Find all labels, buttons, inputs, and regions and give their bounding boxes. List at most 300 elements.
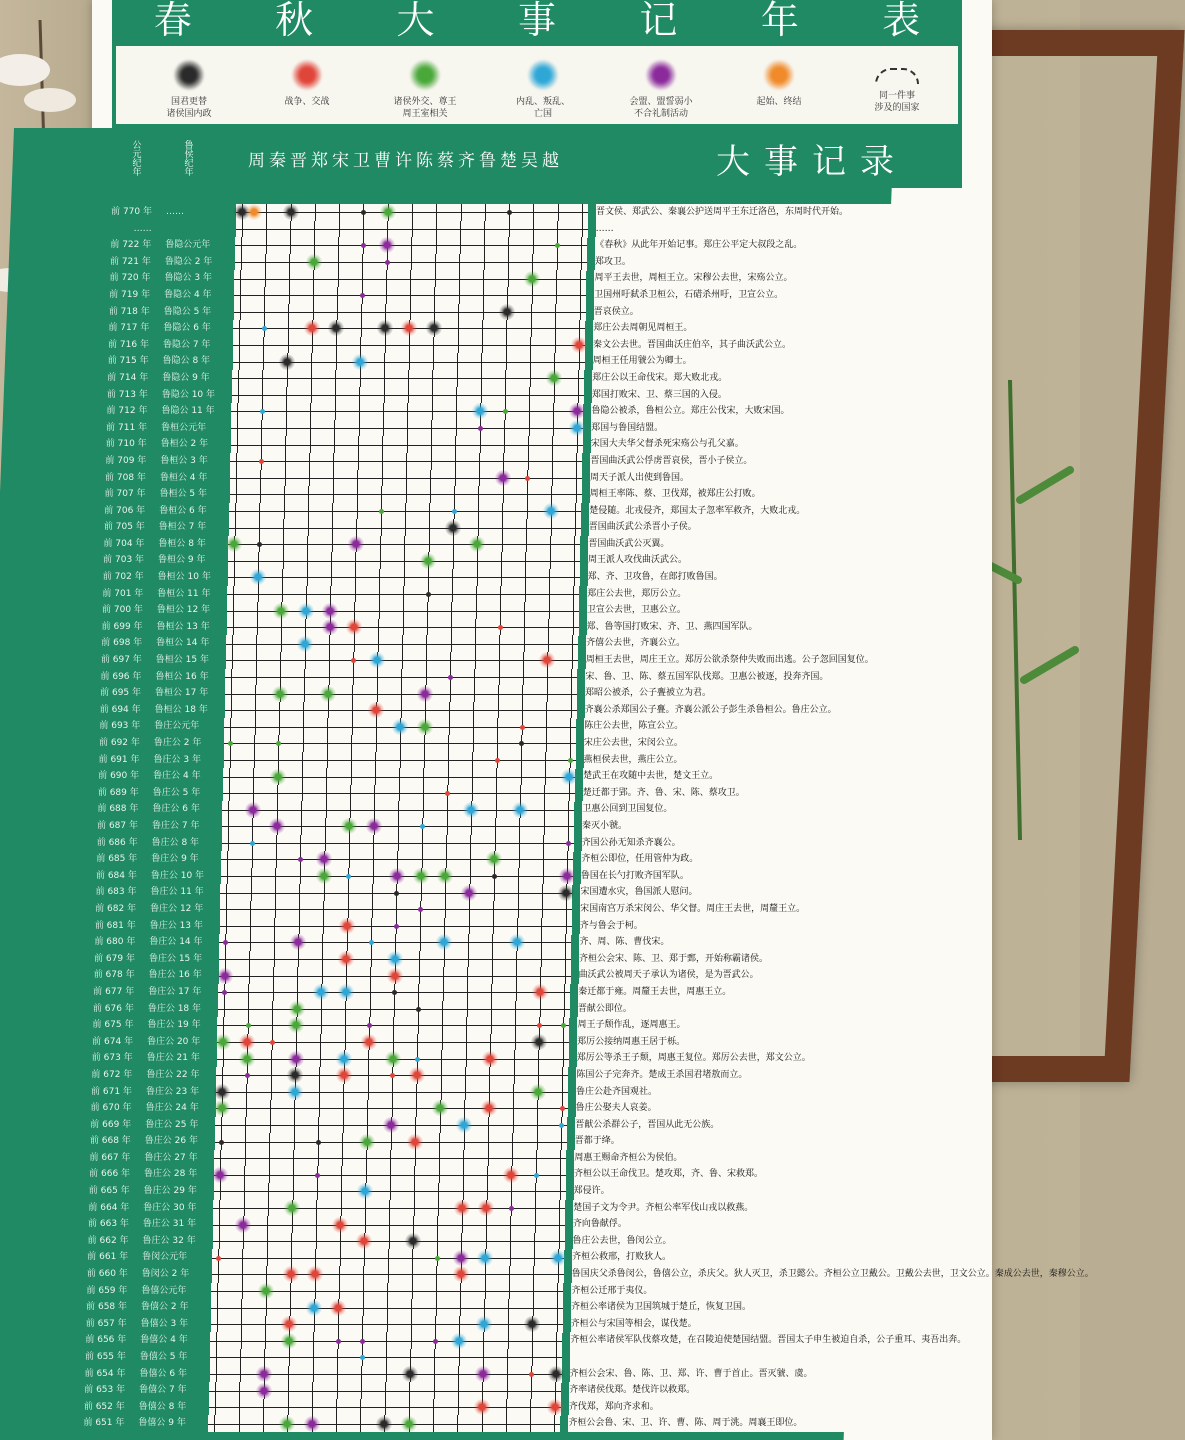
- state-grid-row: [225, 669, 577, 686]
- grid-vline: [445, 901, 446, 918]
- year-cell: 前 665 年: [88, 1186, 130, 1197]
- grid-vline: [385, 304, 386, 321]
- grid-vline: [507, 1366, 508, 1383]
- year-cell: 前 667 年: [89, 1152, 131, 1163]
- grid-vline: [283, 536, 284, 553]
- grid-vline: [577, 436, 578, 453]
- state-header: 曹: [374, 150, 391, 171]
- grid-vline: [493, 918, 494, 935]
- grid-vline: [549, 569, 550, 586]
- grid-vline: [250, 901, 251, 918]
- grid-vline: [497, 718, 498, 735]
- legend-label: 国君更替 诸侯国内政: [166, 97, 212, 119]
- grid-vline: [518, 868, 519, 885]
- year-cell: 前 712 年: [106, 406, 148, 417]
- grid-vline: [382, 453, 383, 470]
- table-row: [0, 569, 1080, 585]
- grid-vline: [557, 221, 558, 238]
- grid-vline: [519, 851, 520, 868]
- grid-vline: [308, 486, 309, 503]
- state-grid-row: [227, 619, 579, 636]
- grid-vline: [525, 552, 526, 569]
- grid-vline: [467, 984, 468, 1001]
- event-dot: [297, 636, 313, 652]
- event-dot: [539, 652, 555, 668]
- grid-vline: [576, 453, 577, 470]
- grid-vline: [357, 486, 358, 503]
- grid-vline: [377, 685, 378, 702]
- grid-vline: [305, 652, 306, 669]
- grid-vline: [411, 1332, 412, 1349]
- event-dot: [413, 868, 429, 884]
- grid-vline: [530, 353, 531, 370]
- related-state-dot: [257, 542, 262, 547]
- grid-vline: [405, 519, 406, 536]
- year-cell: 前 693 年: [99, 721, 141, 732]
- grid-vline: [535, 1200, 536, 1217]
- grid-vline: [544, 801, 545, 818]
- grid-vline: [581, 237, 582, 254]
- grid-vline: [251, 868, 252, 885]
- grid-vline: [223, 1017, 224, 1034]
- record-cell: 楚迁都于郢。齐、鲁、宋、陈、蔡攻卫。: [583, 785, 975, 802]
- grid-vline: [313, 287, 314, 304]
- grid-vline: [562, 1084, 563, 1101]
- related-state-dot: [452, 509, 457, 514]
- grid-vline: [556, 287, 557, 304]
- grid-vline: [541, 951, 542, 968]
- state-grid-row: [216, 1067, 568, 1084]
- grid-vline: [244, 1183, 245, 1200]
- grid-vline: [528, 453, 529, 470]
- grid-vline: [280, 669, 281, 686]
- event-dot: [559, 868, 575, 884]
- lu-year-cell: 鲁庄公 15 年: [148, 953, 203, 964]
- grid-vline: [390, 1150, 391, 1167]
- grid-vline: [471, 818, 472, 835]
- table-row: [0, 1382, 1080, 1398]
- year-cell: 前 656 年: [85, 1335, 127, 1346]
- grid-vline: [423, 785, 424, 802]
- grid-vline: [380, 536, 381, 553]
- grid-vline: [487, 1166, 488, 1183]
- event-dot: [336, 1051, 352, 1067]
- grid-vline: [373, 835, 374, 852]
- grid-vline: [272, 1017, 273, 1034]
- grid-vline: [519, 835, 520, 852]
- record-cell: 陈庄公去世，陈宣公立。: [584, 718, 975, 735]
- grid-vline: [414, 1183, 415, 1200]
- table-row: [0, 669, 1080, 685]
- grid-vline: [404, 552, 405, 569]
- related-state-dot: [379, 509, 384, 514]
- event-dot: [530, 1084, 546, 1100]
- grid-vline: [235, 519, 236, 536]
- grid-vline: [409, 337, 410, 354]
- grid-vline: [444, 918, 445, 935]
- grid-vline: [507, 1349, 508, 1366]
- event-dot: [389, 868, 405, 884]
- grid-vline: [518, 884, 519, 901]
- grid-vline: [345, 1001, 346, 1018]
- table-row: [0, 1299, 1080, 1315]
- grid-vline: [300, 835, 301, 852]
- lu-year-cell: 鲁僖公元年: [141, 1285, 187, 1296]
- grid-vline: [551, 486, 552, 503]
- grid-vline: [334, 436, 335, 453]
- event-dot: [420, 553, 436, 569]
- grid-vline: [289, 1349, 290, 1366]
- grid-vline: [309, 453, 310, 470]
- record-cell: 齐桓公率诸侯军队伐蔡攻楚，在召陵迫使楚国结盟。晋国太子申生被迫自杀，公子重耳、夷吾出奔。: [570, 1332, 975, 1349]
- grid-vline: [232, 635, 233, 652]
- grid-vline: [386, 270, 387, 287]
- grid-vline: [237, 436, 238, 453]
- related-state-dot: [392, 990, 397, 995]
- year-cell: 前 699 年: [101, 621, 143, 632]
- grid-vline: [264, 304, 265, 321]
- year-cell: 前 696 年: [100, 671, 142, 682]
- grid-vline: [555, 304, 556, 321]
- lu-year-cell: 鲁隐公 8 年: [162, 356, 211, 367]
- grid-vline: [230, 752, 231, 769]
- grid-vline: [567, 851, 568, 868]
- grid-vline: [275, 868, 276, 885]
- table-row: [0, 270, 1080, 286]
- table-row: [0, 718, 1080, 734]
- grid-vline: [438, 1200, 439, 1217]
- lu-year-cell: 鲁桓公 12 年: [156, 605, 211, 616]
- grid-vline: [571, 669, 572, 686]
- lu-year-cell: 鲁桓公 6 年: [159, 505, 207, 516]
- record-cell: [570, 1349, 975, 1366]
- grid-vline: [231, 669, 232, 686]
- grid-vline: [294, 1100, 295, 1117]
- grid-vline: [349, 835, 350, 852]
- lu-year-cell: 鲁庄公 9 年: [151, 854, 199, 865]
- grid-vline: [334, 420, 335, 437]
- grid-vline: [357, 470, 358, 487]
- grid-vline: [271, 1067, 272, 1084]
- grid-vline: [534, 1249, 535, 1266]
- lu-year-cell: 鲁庄公 4 年: [153, 771, 201, 782]
- grid-vline: [306, 586, 307, 603]
- grid-vline: [511, 1183, 512, 1200]
- grid-vline: [271, 1084, 272, 1101]
- table-row: [0, 304, 1080, 320]
- table-row: [0, 453, 1080, 469]
- grid-vline: [337, 1382, 338, 1399]
- record-cell: 宋国大夫华父督杀死宋殇公与孔父嘉。: [591, 436, 975, 453]
- grid-vline: [282, 586, 283, 603]
- state-grid-row: [217, 1050, 569, 1067]
- grid-vline: [310, 420, 311, 437]
- state-grid-row: [221, 868, 573, 885]
- state-grid-row: [213, 1216, 565, 1233]
- grid-vline: [313, 1349, 314, 1366]
- grid-vline: [529, 403, 530, 420]
- year-cell: 前 672 年: [91, 1069, 133, 1080]
- grid-vline: [450, 652, 451, 669]
- table-row: [0, 951, 1080, 967]
- year-cell: 前 682 年: [95, 903, 137, 914]
- table-row: [0, 387, 1080, 403]
- grid-vline: [319, 1084, 320, 1101]
- grid-vline: [555, 1382, 556, 1399]
- grid-vline: [382, 436, 383, 453]
- table-row: [0, 1249, 1080, 1265]
- grid-vline: [523, 652, 524, 669]
- grid-vline: [278, 752, 279, 769]
- grid-vline: [508, 254, 509, 271]
- grid-vline: [387, 1283, 388, 1300]
- grid-vline: [475, 635, 476, 652]
- grid-vline: [461, 1233, 462, 1250]
- grid-vline: [293, 1166, 294, 1183]
- table-row: [0, 1233, 1080, 1249]
- table-row: [0, 287, 1080, 303]
- grid-vline: [263, 1415, 264, 1432]
- grid-vline: [401, 685, 402, 702]
- year-cell: 前 673 年: [91, 1053, 133, 1064]
- lu-year-cell: 鲁桓公 7 年: [158, 522, 207, 533]
- event-dot: [288, 1017, 304, 1033]
- grid-vline: [401, 702, 402, 719]
- record-cell: 秦迁都于雍。周釐王去世，周惠王立。: [578, 984, 975, 1001]
- grid-vline: [533, 1299, 534, 1316]
- grid-vline: [403, 602, 404, 619]
- grid-vline: [242, 1266, 243, 1283]
- grid-vline: [339, 204, 340, 221]
- table-row: [0, 1017, 1080, 1033]
- grid-vline: [275, 884, 276, 901]
- grid-vline: [374, 785, 375, 802]
- event-dot: [361, 1034, 377, 1050]
- year-cell: 前 655 年: [84, 1352, 126, 1363]
- grid-vline: [459, 270, 460, 287]
- year-cell: 前 717 年: [108, 323, 150, 334]
- event-dot: [401, 320, 417, 336]
- table-row: [0, 1100, 1080, 1116]
- grid-vline: [263, 1399, 264, 1416]
- grid-vline: [525, 569, 526, 586]
- table-row: [0, 818, 1080, 834]
- grid-vline: [473, 702, 474, 719]
- table-row: [0, 1349, 1080, 1365]
- event-dot: [245, 802, 261, 818]
- title-char: 春: [153, 0, 192, 42]
- event-dot: [284, 1200, 300, 1216]
- grid-vline: [366, 1166, 367, 1183]
- grid-vline: [465, 1084, 466, 1101]
- grid-vline: [508, 1299, 509, 1316]
- table-row: [0, 1399, 1080, 1415]
- event-dot: [270, 769, 286, 785]
- grid-vline: [515, 1034, 516, 1051]
- grid-vline: [578, 387, 579, 404]
- year-cell: 前 709 年: [105, 455, 147, 466]
- state-grid-row: [224, 735, 576, 752]
- grid-vline: [276, 851, 277, 868]
- grid-vline: [290, 1283, 291, 1300]
- grid-vline: [239, 353, 240, 370]
- grid-vline: [475, 652, 476, 669]
- state-header: 鲁: [479, 150, 496, 171]
- grid-vline: [514, 1067, 515, 1084]
- grid-vline: [459, 1349, 460, 1366]
- grid-vline: [469, 918, 470, 935]
- grid-vline: [451, 635, 452, 652]
- grid-vline: [358, 436, 359, 453]
- grid-vline: [570, 735, 571, 752]
- year-cell: 前 678 年: [93, 970, 135, 981]
- event-dot: [495, 470, 511, 486]
- grid-vline: [503, 453, 504, 470]
- grid-vline: [236, 486, 237, 503]
- year-cell: 前 718 年: [108, 306, 150, 317]
- grid-vline: [526, 536, 527, 553]
- record-cell: 郑庄公去周朝见周桓王。: [593, 320, 975, 337]
- event-dot: [379, 237, 395, 253]
- year-cell: 前 658 年: [86, 1302, 128, 1313]
- lu-year-cell: 鲁庄公 22 年: [146, 1069, 200, 1080]
- grid-vline: [464, 1133, 465, 1150]
- grid-vline: [335, 403, 336, 420]
- grid-vline: [215, 1399, 216, 1416]
- grid-vline: [384, 387, 385, 404]
- grid-vline: [546, 718, 547, 735]
- grid-vline: [434, 304, 435, 321]
- grid-vline: [348, 884, 349, 901]
- table-row: [0, 768, 1080, 784]
- event-dot: [558, 885, 574, 901]
- grid-vline: [429, 519, 430, 536]
- grid-vline: [491, 984, 492, 1001]
- grid-vline: [288, 320, 289, 337]
- event-dot: [235, 1217, 251, 1233]
- grid-vline: [537, 1100, 538, 1117]
- grid-vline: [481, 387, 482, 404]
- grid-vline: [411, 237, 412, 254]
- grid-vline: [252, 818, 253, 835]
- lu-year-cell: 鲁庄公元年: [154, 721, 200, 732]
- grid-vline: [437, 1216, 438, 1233]
- grid-vline: [379, 586, 380, 603]
- grid-vline: [574, 552, 575, 569]
- grid-vline: [436, 1299, 437, 1316]
- year-cell: 前 708 年: [105, 472, 146, 483]
- grid-vline: [233, 586, 234, 603]
- grid-vline: [320, 1034, 321, 1051]
- grid-vline: [582, 204, 583, 221]
- grid-vline: [573, 586, 574, 603]
- grid-vline: [458, 304, 459, 321]
- grid-vline: [337, 287, 338, 304]
- table-row: [0, 934, 1080, 950]
- grid-vline: [448, 752, 449, 769]
- lu-year-cell: 鲁庄公 10 年: [150, 870, 205, 881]
- grid-vline: [462, 1216, 463, 1233]
- grid-vline: [388, 1249, 389, 1266]
- grid-vline: [228, 835, 229, 852]
- grid-vline: [260, 470, 261, 487]
- record-cell: 卫国州吁弑杀卫桓公，石碏杀州吁，卫宣公立。: [594, 287, 975, 304]
- state-grid-row: [211, 1283, 563, 1300]
- grid-vline: [258, 586, 259, 603]
- grid-vline: [575, 519, 576, 536]
- record-cell: 鲁庄公娶夫人哀姜。: [576, 1100, 975, 1117]
- grid-vline: [342, 1150, 343, 1167]
- grid-vline: [333, 486, 334, 503]
- state-grid-row: [230, 453, 582, 470]
- year-cell: 前 692 年: [98, 738, 140, 749]
- grid-vline: [235, 503, 236, 520]
- grid-vline: [394, 1001, 395, 1018]
- lu-year-cell: 鲁桓公 3 年: [160, 455, 208, 466]
- grid-vline: [491, 1001, 492, 1018]
- event-dot: [486, 851, 502, 867]
- grid-vline: [564, 1001, 565, 1018]
- grid-vline: [554, 387, 555, 404]
- event-dot: [461, 885, 477, 901]
- grid-vline: [522, 702, 523, 719]
- legend-label: 起始、终结: [756, 97, 802, 107]
- grid-vline: [499, 635, 500, 652]
- grid-vline: [421, 884, 422, 901]
- title-char: 事: [517, 0, 556, 42]
- record-cell: 齐向鲁献俘。: [573, 1216, 975, 1233]
- event-dot: [306, 254, 322, 270]
- record-cell: 齐桓公会宋、陈、卫、郑于鄄，开始称霸诸侯。: [579, 951, 975, 968]
- grid-vline: [488, 1150, 489, 1167]
- grid-vline: [215, 1382, 216, 1399]
- related-state-dot: [498, 625, 503, 630]
- year-cell: 前 669 年: [90, 1119, 132, 1130]
- grid-vline: [424, 752, 425, 769]
- grid-vline: [533, 1266, 534, 1283]
- grid-vline: [409, 353, 410, 370]
- grid-vline: [457, 1415, 458, 1432]
- grid-vline: [479, 470, 480, 487]
- grid-vline: [460, 237, 461, 254]
- grid-vline: [389, 1216, 390, 1233]
- grid-vline: [504, 436, 505, 453]
- grid-vline: [482, 320, 483, 337]
- grid-vline: [290, 1299, 291, 1316]
- grid-vline: [452, 586, 453, 603]
- related-state-dot: [360, 1355, 365, 1360]
- grid-vline: [436, 237, 437, 254]
- grid-vline: [346, 967, 347, 984]
- grid-vline: [426, 652, 427, 669]
- grid-vline: [481, 370, 482, 387]
- grid-vline: [435, 1316, 436, 1333]
- grid-vline: [579, 320, 580, 337]
- grid-vline: [239, 1382, 240, 1399]
- grid-vline: [233, 602, 234, 619]
- grid-vline: [552, 436, 553, 453]
- event-dot: [283, 204, 299, 220]
- grid-vline: [338, 270, 339, 287]
- related-state-dot: [262, 326, 267, 331]
- grid-vline: [487, 1183, 488, 1200]
- grid-vline: [498, 685, 499, 702]
- grid-vline: [244, 1200, 245, 1217]
- year-cell: 前 695 年: [100, 688, 142, 699]
- grid-vline: [508, 1332, 509, 1349]
- event-dot: [239, 1034, 255, 1050]
- grid-vline: [368, 1050, 369, 1067]
